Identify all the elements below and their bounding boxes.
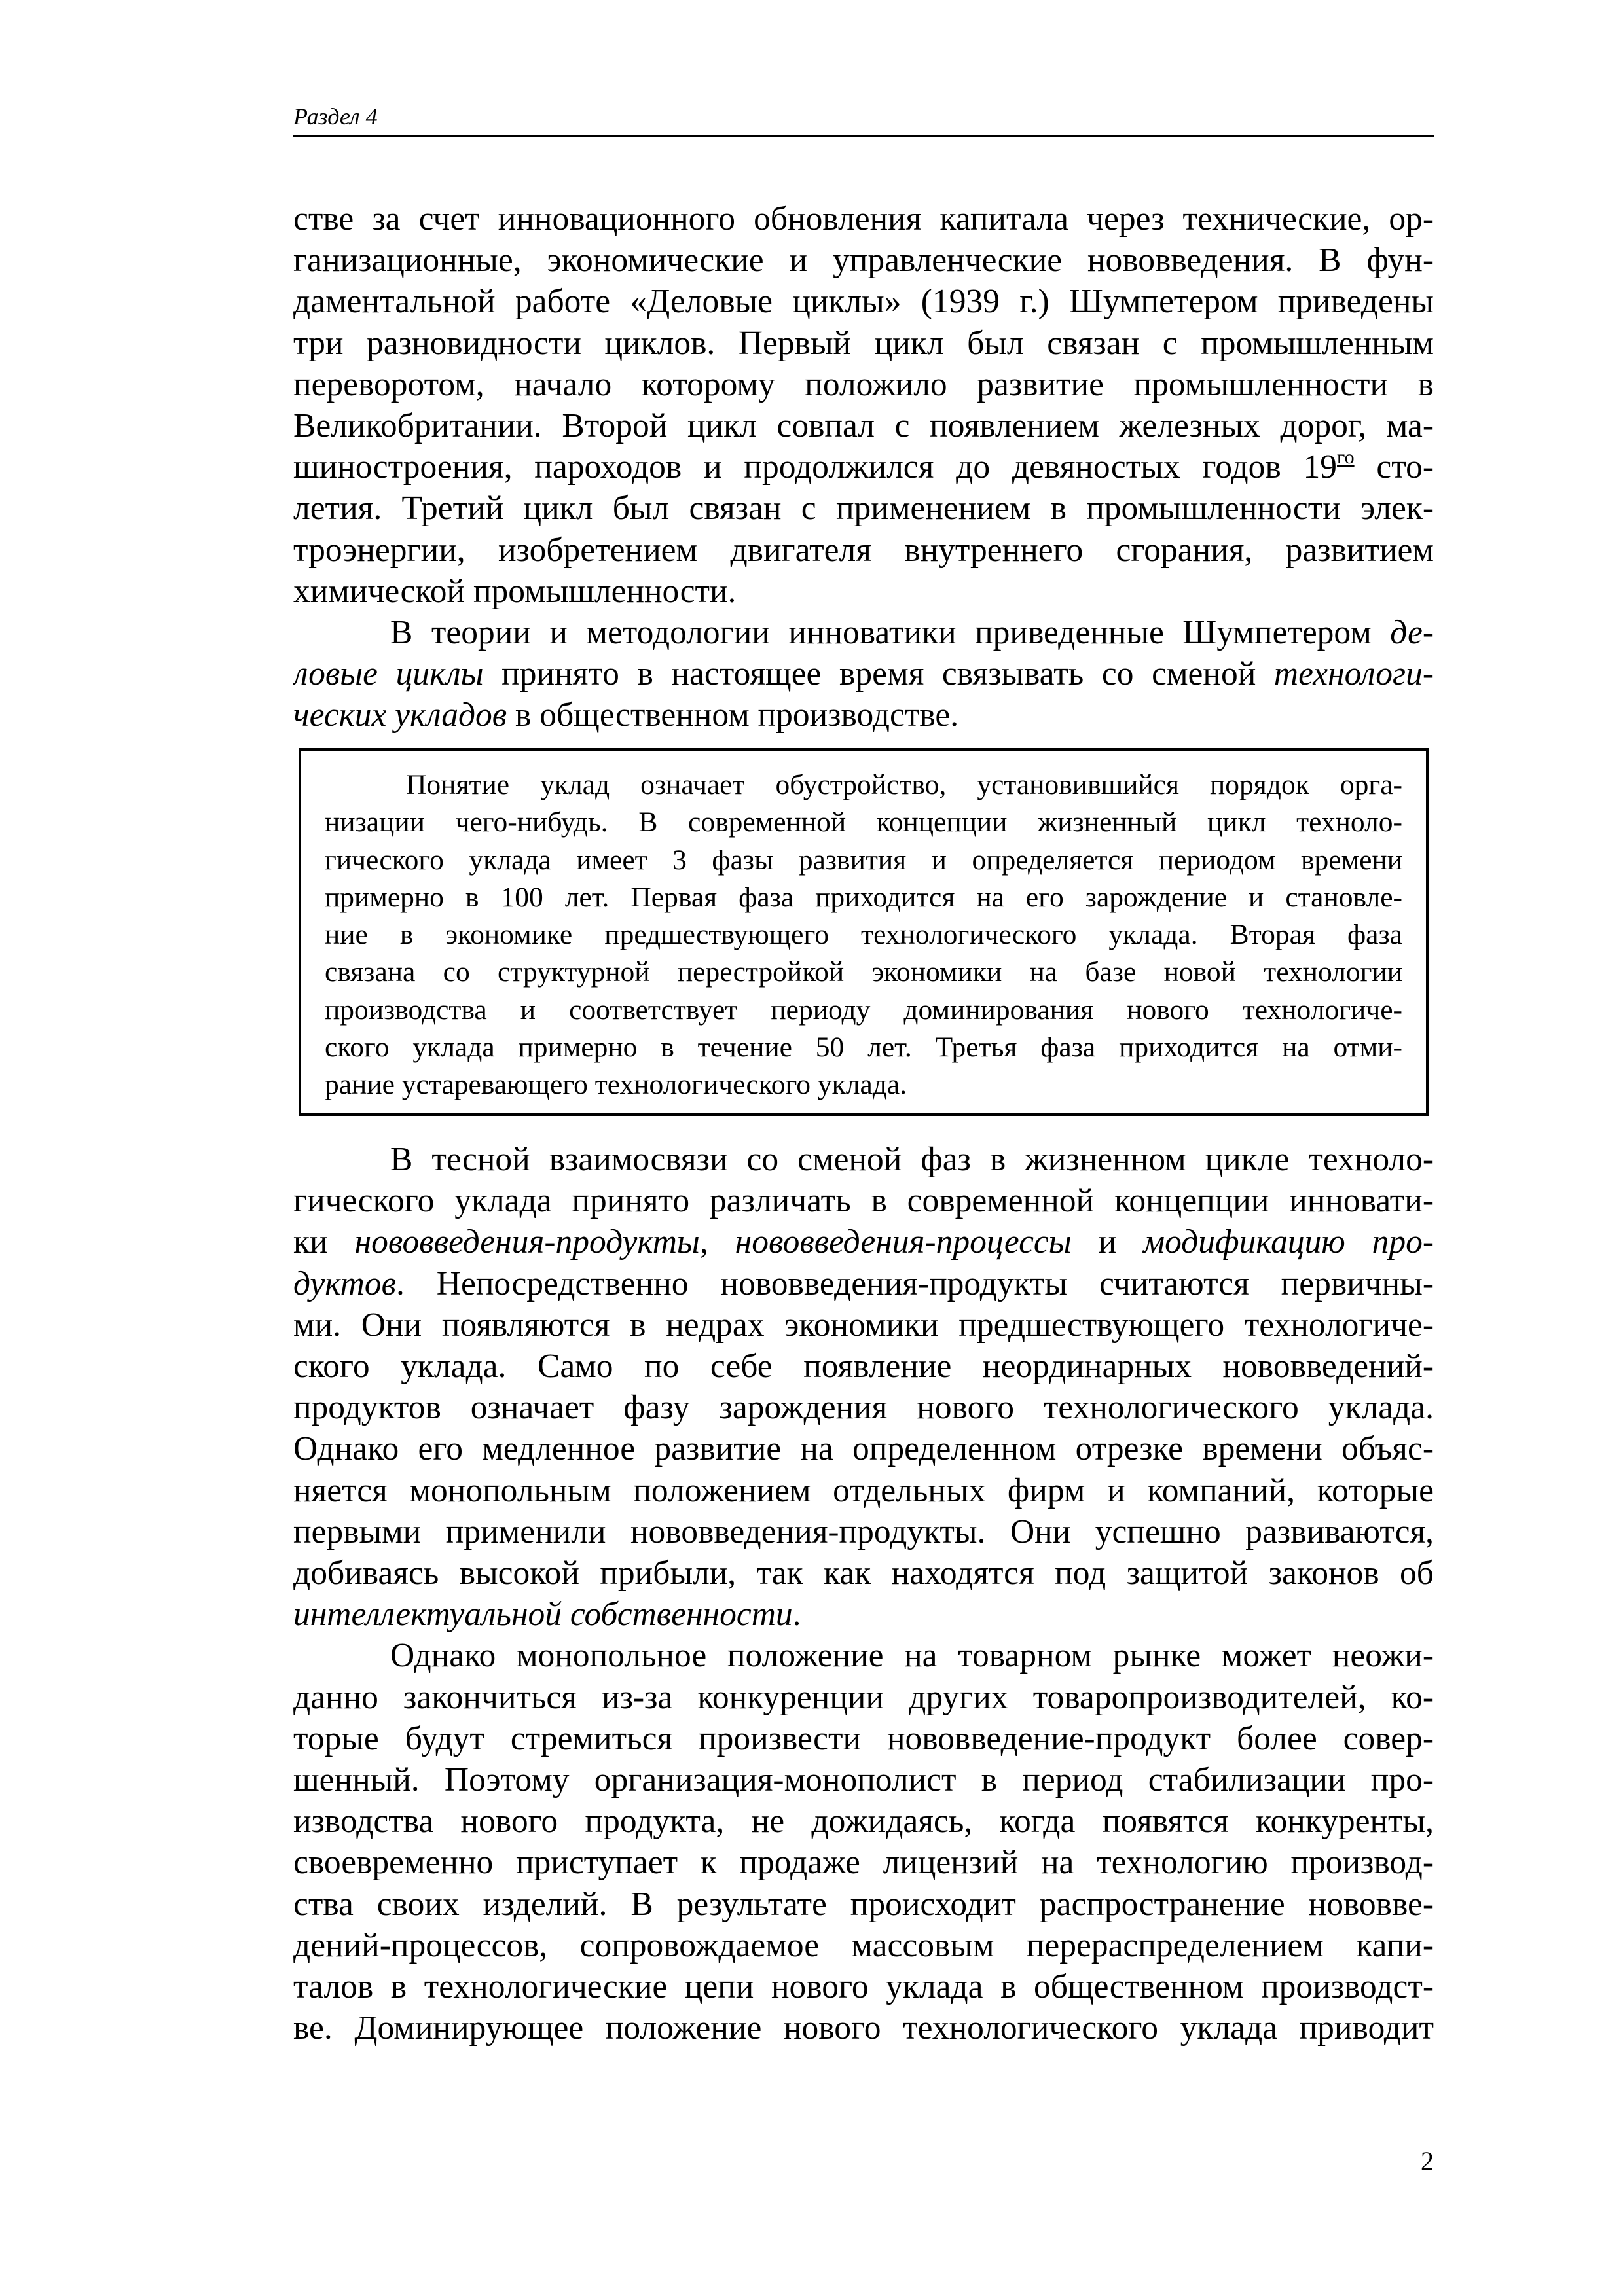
text-line: стве за счет инновационного обновления капитала через технические, ор- (293, 200, 1434, 238)
definition-box (299, 748, 1429, 1116)
text-line (293, 1221, 1434, 1263)
text-line (293, 1263, 1434, 1304)
text-line: ского уклада. Само по себе появление неординарных нововведений- (293, 1348, 1434, 1386)
paragraph-technological-modes (293, 612, 1434, 736)
text-line: продуктов означает фазу зарождения нового технологического уклада. (293, 1389, 1434, 1427)
box-line: производства и соответствует периоду доминирования нового технологиче- (325, 994, 1402, 1026)
text-line: Великобритании. Второй цикл совпал с появлением железных дорог, ма- (293, 407, 1434, 445)
text-line: Однако монопольное положение на товарном рынке может неожи- (390, 1637, 1434, 1675)
text-line: летия. Третий цикл был связан с применением в промышленности элек- (293, 490, 1434, 528)
text-line: В тесной взаимосвязи со сменой фаз в жизненном цикле техноло- (390, 1141, 1434, 1178)
text-fragment: шиностроения, пароходов и продолжился до девяностых годов 19 (293, 448, 1338, 486)
text-line: своевременно приступает к продаже лицензий на технологию производ- (293, 1844, 1434, 1882)
text-line: троэнергии, изобретением двигателя внутреннего сгорания, развитием (293, 531, 1434, 569)
emphasis-term: модификацию про- (1143, 1223, 1434, 1261)
box-line: ние в экономике предшествующего технологического уклада. Вторая фаза (325, 919, 1402, 951)
emphasis-term: нововведения-процессы (735, 1223, 1072, 1261)
text-line: дений-процессов, сопровождаемое массовым перераспределением капи- (293, 1926, 1434, 1964)
emphasis-term: дуктов (293, 1265, 396, 1302)
text-line: ве. Доминирующее положение нового технологического уклада приводит (293, 2009, 1434, 2047)
box-line: гического уклада имеет 3 фазы развития и определяется периодом времени (325, 844, 1402, 876)
text-line: химической промышленности. (293, 572, 737, 610)
text-line: переворотом, начало которому положило развитие промышленности в (293, 365, 1434, 403)
paragraph-innovation-types (293, 1139, 1434, 1635)
section-label: Раздел 4 (293, 103, 378, 130)
emphasis-term: ловые циклы (293, 655, 484, 693)
text-line: Однако его медленное развитие на определенном отрезке времени объяс- (293, 1430, 1434, 1468)
text-line: добиваясь высокой прибыли, так как находятся под защитой законов об (293, 1554, 1434, 1592)
text-line: ства своих изделий. В результате происходит распространение нововве- (293, 1885, 1434, 1923)
running-header (293, 98, 1434, 137)
text-fragment: В теории и методологии инноватики приведенные Шумпетером (390, 614, 1391, 652)
text-line: ми. Они появляются в недрах экономики предшествующего технологиче- (293, 1306, 1434, 1344)
text-line (293, 694, 1434, 736)
box-line: связана со структурной перестройкой экономики на базе новой технологии (325, 956, 1402, 988)
text-line: няется монопольным положением отдельных фирм и компаний, которые (293, 1471, 1434, 1509)
emphasis-term: интеллектуальной собственности (293, 1596, 793, 1634)
text-line: изводства нового продукта, не дожидаясь, когда появятся конкуренты, (293, 1803, 1434, 1840)
body-text-lower (293, 1139, 1434, 2049)
box-line: низации чего-нибудь. В современной концепции жизненный цикл техноло- (325, 806, 1402, 838)
text-line (293, 612, 1434, 653)
paragraph-business-cycles (293, 198, 1434, 612)
text-fragment: и (1071, 1223, 1144, 1261)
text-line: торые будут стремиться произвести нововведение-продукт более совер- (293, 1719, 1434, 1757)
page-number: 2 (1421, 2146, 1434, 2176)
text-fragment: в общественном производстве. (507, 696, 959, 734)
text-fragment: сто- (1354, 448, 1434, 486)
text-line: шенный. Поэтому организация-монополист в период стабилизации про- (293, 1761, 1434, 1799)
text-fragment: . (792, 1596, 801, 1634)
text-fragment: . Непосредственно нововведения-продукты считаются первичны- (395, 1265, 1434, 1302)
text-fragment: принято в настоящее время связывать со сменой (483, 655, 1274, 693)
text-line: даментальной работе «Деловые циклы» (1939 г.) Шумпетером приведены (293, 283, 1434, 321)
body-text-upper (293, 198, 1434, 736)
text-line: три разновидности циклов. Первый цикл был связан с промышленным (293, 324, 1434, 362)
emphasis-term: технологи- (1273, 655, 1434, 693)
text-fragment: ки (293, 1223, 355, 1261)
text-line: талов в технологические цепи нового уклада в общественном производст- (293, 1968, 1434, 2006)
emphasis-term: нововведения-продукты (354, 1223, 700, 1261)
text-line: гического уклада принято различать в современной концепции инновати- (293, 1182, 1434, 1220)
box-line: рание устаревающего технологического уклада. (325, 1069, 907, 1101)
emphasis-term: ческих укладов (293, 696, 507, 734)
paragraph-monopoly (293, 1635, 1434, 2049)
emphasis-term: де- (1390, 614, 1434, 652)
ordinal-suffix: го (1337, 446, 1355, 469)
text-line (293, 446, 1434, 488)
text-fragment: , (699, 1223, 735, 1261)
box-line: Понятие уклад означает обустройство, установившийся порядок орга- (406, 769, 1402, 800)
text-line: ганизационные, экономические и управленческие нововведения. В фун- (293, 242, 1434, 279)
text-line: данно закончиться из-за конкуренции других товаропроизводителей, ко- (293, 1678, 1434, 1716)
box-line: примерно в 100 лет. Первая фаза приходится на его зарождение и становле- (325, 881, 1402, 913)
text-line (293, 1594, 1434, 1635)
text-line: первыми применили нововведения-продукты. Они успешно развиваются, (293, 1513, 1434, 1551)
box-line: ского уклада примерно в течение 50 лет. Третья фаза приходится на отми- (325, 1031, 1402, 1064)
text-line (293, 653, 1434, 694)
